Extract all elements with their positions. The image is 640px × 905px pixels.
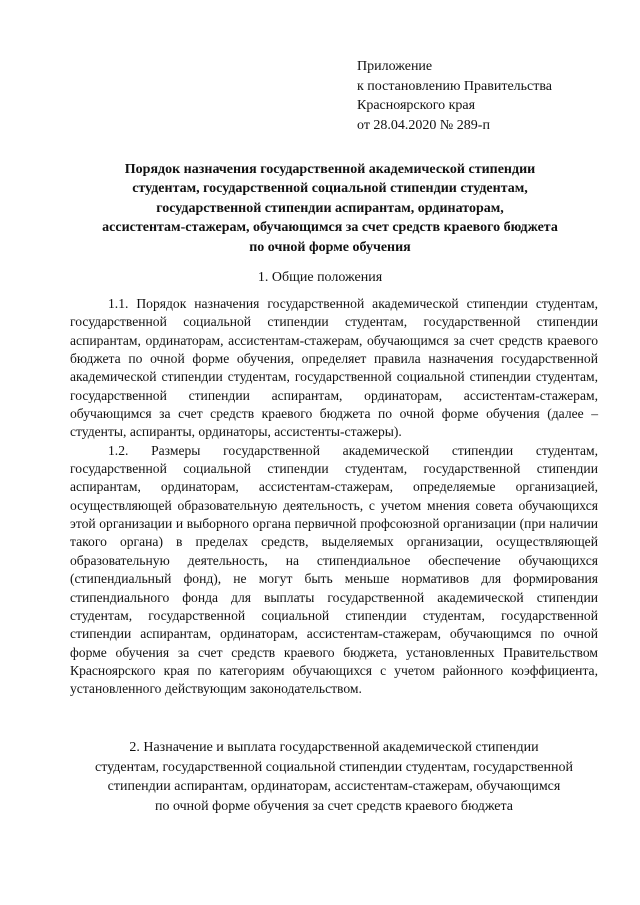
section-2-heading-line: по очной форме обучения за счет средств краевого бюджета bbox=[154, 798, 514, 814]
section-2-heading-line: студентам, государственной социальной стипендии студентам, государственной bbox=[95, 759, 573, 775]
title-line: Порядок назначения государственной академической стипендии bbox=[124, 162, 536, 177]
document-title bbox=[70, 160, 590, 257]
title-line: ассистентам-стажерам, обучающимся за счет средств краевого бюджета bbox=[102, 220, 558, 236]
appendix-block bbox=[357, 57, 552, 135]
section-1-heading: 1. Общие положения bbox=[257, 270, 383, 285]
appendix-line: к постановлению Правительства bbox=[357, 78, 553, 94]
title-line: государственной стипендии аспирантам, ординаторам, bbox=[156, 200, 504, 216]
title-line: по очной форме обучения bbox=[249, 239, 411, 255]
section-2-heading-line: стипендии аспирантам, ординаторам, ассистентам-стажерам, обучающимся bbox=[107, 779, 561, 794]
paragraph-1-2: 1.2. Размеры государственной академической стипендии студентам, государственной социальной стипендии студентам, государственной стипендии аспирантам, ординаторам, ассистентам-стажерам, определяемые организацией, осуществляющей образовательную деятельность, с учетом мнения совета обучающихся этой организации и выборного органа первичной профсоюзной организации (при наличии такого органа) в пределах средств, выделяемых организации, осуществляющей образовательную деятельность, на стипендиальное обеспечение обучающихся (стипендиальный фонд), не могут быть меньше нормативов для формирования стипендиального фонда для выплаты государственной академической стипендии студентам, государственной социальной стипендии студентам, государственной стипендии аспирантам, ординаторам, ассистентам-стажерам, обучающимся по очной форме обучения за счет средств краевого бюджета, установленных Правительством Красноярского края по категориям обучающихся с учетом районного коэффициента, установленного действующим законодательством. bbox=[70, 442, 598, 697]
appendix-line: от 28.04.2020 № 289-п bbox=[357, 117, 490, 133]
section-2-heading bbox=[70, 738, 598, 816]
section-1-body bbox=[70, 295, 598, 699]
section-2-heading-line: 2. Назначение и выплата государственной академической стипендии bbox=[129, 740, 539, 755]
appendix-line: Приложение bbox=[357, 59, 433, 74]
appendix-line: Красноярского края bbox=[357, 98, 476, 114]
title-line: студентам, государственной социальной стипендии студентам, bbox=[132, 181, 528, 197]
paragraph-1-1: 1.1. Порядок назначения государственной академической стипендии студентам, государственной социальной стипендии студентам, государственной стипендии аспирантам, ординаторам, ассистентам-стажерам, обучающимся за счет средств краевого бюджета по очной форме обучения, определяет правила назначения государственной академической стипендии студентам, государственной социальной стипендии студентам, государственной стипендии аспирантам, ординаторам, ассистентам-стажерам, обучающимся за счет средств краевого бюджета по очной форме обучения (далее – студенты, аспиранты, ординаторы, ассистенты-стажеры). bbox=[70, 296, 598, 440]
